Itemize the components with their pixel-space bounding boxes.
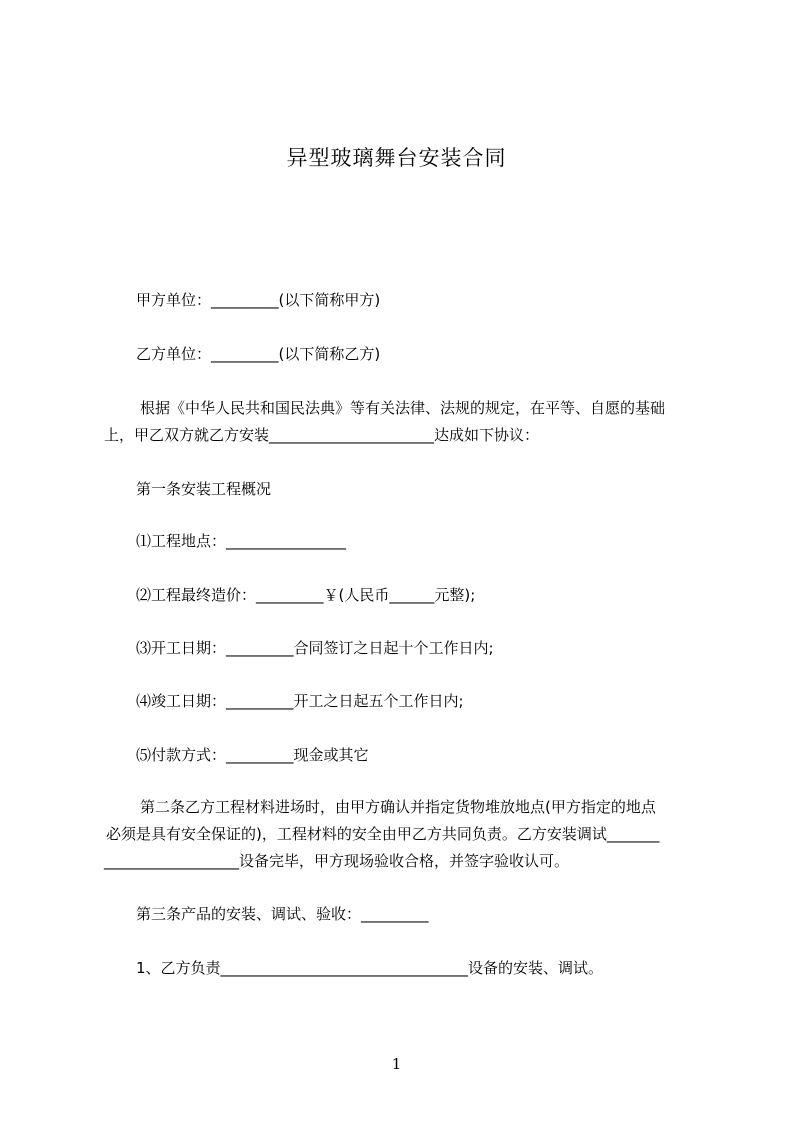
article-1-item-3: ⑶开工日期：_________合同签订之日起十个工作日内; [136,639,494,657]
article-3-item-1: 1、乙方负责_________________________________设备的安装、调试。 [136,959,604,977]
page-number: 1 [391,1055,402,1073]
article-1-item-5: ⑸付款方式：_________现金或其它 [136,746,369,764]
document-title: 异型玻璃舞台安装合同 [286,146,507,170]
article-1-heading: 第一条安装工程概况 [136,480,272,498]
preamble-line-2: 上，甲乙双方就乙方安装______________________达成如下协议： [104,426,540,444]
article-2-line-1: 第二条乙方工程材料进场时，由甲方确认并指定货物堆放地点(甲方指定的地点 [140,798,656,816]
article-1-item-2: ⑵工程最终造价：_________￥(人民币______元整); [136,586,476,604]
article-1-item-4: ⑷竣工日期：_________开工之日起五个工作日内; [136,692,464,710]
article-2-line-3: __________________设备完毕，甲方现场验收合格，并签字验收认可。 [104,852,570,870]
party-b-line: 乙方单位：_________(以下简称乙方) [136,345,381,363]
party-a-line: 甲方单位：_________(以下简称甲方) [136,291,381,309]
article-2-line-2: 必须是具有安全保证的)，工程材料的安全由甲乙方共同负责。乙方安装调试_______ [106,825,660,843]
preamble-line-1: 根据《中华人民共和国民法典》等有关法律、法规的规定，在平等、自愿的基础 [140,399,666,417]
article-3-heading: 第三条产品的安装、调试、验收：_________ [136,905,429,923]
article-1-item-1: ⑴工程地点：________________ [136,532,347,550]
